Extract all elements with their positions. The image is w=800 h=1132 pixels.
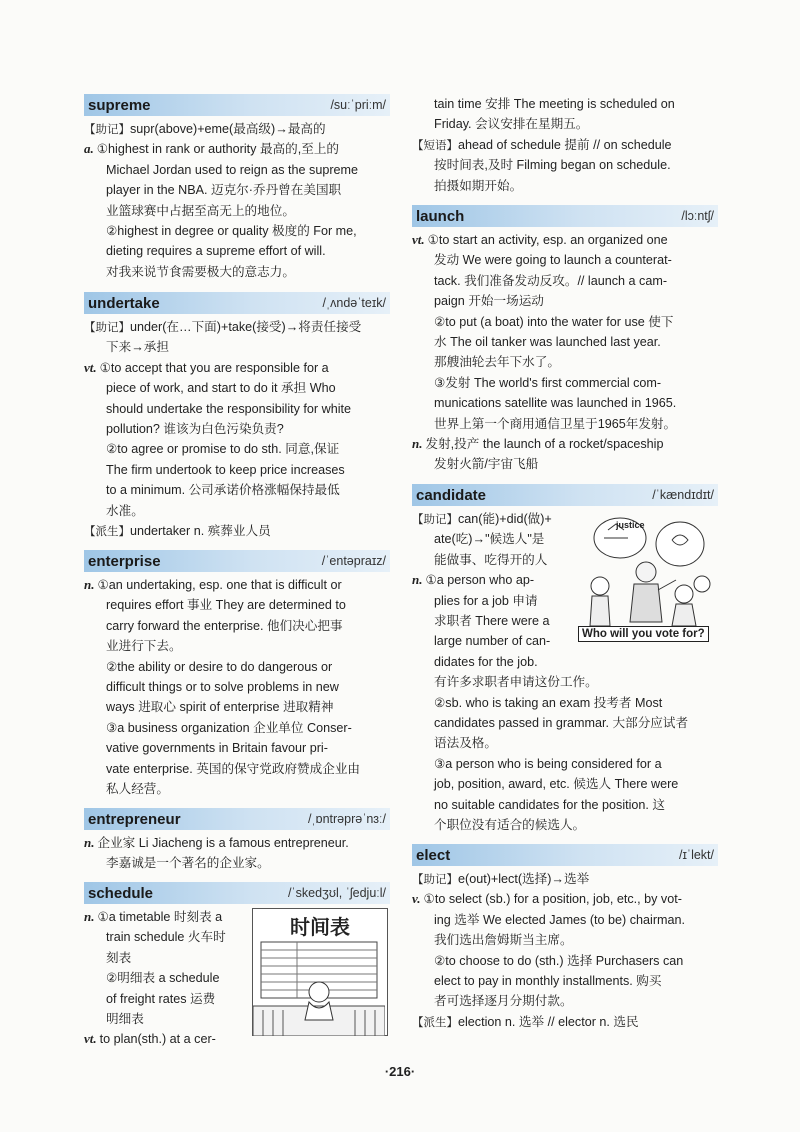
entry-line <box>412 652 718 672</box>
entry-line <box>84 480 390 500</box>
line-text: 者可选择逐月分期付款。 <box>434 994 573 1009</box>
line-text: 语法及格。 <box>434 736 497 751</box>
line-text: supr(above)+eme(最高级)→最高的 <box>130 122 326 136</box>
entry-line <box>84 221 390 241</box>
entry-body <box>84 317 390 541</box>
entry-line <box>84 317 390 337</box>
entry-line <box>84 460 390 480</box>
entry-line <box>84 657 390 677</box>
line-text: should undertake the responsibility for white <box>106 401 352 416</box>
entry-line <box>84 119 390 139</box>
section-tag: 【派生】 <box>84 524 130 539</box>
line-text: plies for a job 申请 <box>434 593 538 608</box>
entry-body <box>84 833 390 874</box>
line-text: 拍摄如期开始。 <box>434 178 523 193</box>
headword-bar <box>412 205 718 227</box>
entry-supreme <box>84 94 390 282</box>
line-text: ahead of schedule 提前 // on schedule <box>458 137 672 152</box>
line-text: 对我来说节食需要极大的意志力。 <box>106 264 295 279</box>
line-text: train schedule 火车时 <box>106 930 226 945</box>
line-text: 世界上第一个商用通信卫星于1965年发射。 <box>434 416 677 431</box>
line-text: ②sb. who is taking an exam 投考者 Most <box>434 695 663 710</box>
line-text: The firm undertook to keep price increases <box>106 462 345 477</box>
headword-bar <box>84 94 390 116</box>
headword: enterprise <box>88 552 161 570</box>
entry-line <box>84 718 390 738</box>
headword: candidate <box>416 486 487 504</box>
pronunciation: /suːˈpriːm/ <box>330 98 386 112</box>
pronunciation: /ˌʌndəˈteɪk/ <box>322 296 386 310</box>
line-text: 我们选出詹姆斯当主席。 <box>434 933 573 948</box>
entry-body <box>412 869 718 1032</box>
entry-line <box>84 337 390 357</box>
line-text: elect to pay in monthly installments. 购买 <box>434 974 662 989</box>
headword-bar <box>84 550 390 572</box>
entry-line <box>84 833 390 853</box>
line-text: ①to accept that you are responsible for a <box>99 360 329 375</box>
entry-line <box>412 230 718 250</box>
line-text: ing 选举 We elected James (to be) chairman. <box>434 912 686 927</box>
part-of-speech: vt. <box>84 359 97 375</box>
line-text: can(能)+did(做)+ <box>458 512 552 526</box>
entry-line <box>84 853 390 873</box>
entry-line <box>84 738 390 758</box>
entry-line <box>84 378 390 398</box>
entry-line <box>84 697 390 717</box>
section-tag: 【助记】 <box>412 512 458 526</box>
line-text: 个职位没有适合的候选人。 <box>434 818 586 833</box>
entry-line <box>412 414 718 434</box>
line-text: tain time 安排 The meeting is scheduled on <box>434 97 675 111</box>
line-text: undertaker n. 殡葬业人员 <box>130 524 271 539</box>
entry-line <box>84 241 390 261</box>
line-text: 水准。 <box>106 503 144 518</box>
line-text: 水 The oil tanker was launched last year. <box>434 335 661 350</box>
entry-line <box>412 910 718 930</box>
entry-line <box>84 419 390 439</box>
line-text: no suitable candidates for the position. 这 <box>434 797 666 812</box>
line-text: 发射,投产 the launch of a rocket/spaceship <box>425 437 664 452</box>
headword-bar <box>412 484 718 506</box>
line-text: 明细表 <box>106 1012 144 1027</box>
entry-line <box>412 991 718 1011</box>
line-text: ways 进取心 spirit of enterprise 进取精神 <box>106 700 334 715</box>
headword: supreme <box>88 96 151 114</box>
section-tag: 【助记】 <box>412 872 458 886</box>
line-text: vative governments in Britain favour pri- <box>106 741 328 756</box>
pronunciation: /ˌɒntrəprəˈnɜː/ <box>308 812 386 826</box>
line-text: ①to start an activity, esp. an organized one <box>427 233 668 247</box>
line-text: to plan(sth.) at a cer- <box>99 1032 216 1047</box>
pronunciation: /ˈkændɪdɪt/ <box>652 488 714 502</box>
line-text: 下来→承担 <box>106 340 169 355</box>
line-text: 求职者 There were a <box>434 614 550 629</box>
entry-enterprise <box>84 550 390 799</box>
line-text: ①an undertaking, esp. one that is difficult or <box>97 578 342 592</box>
entry-line <box>84 160 390 180</box>
timetable-illustration <box>252 908 388 1036</box>
line-text: 业进行下去。 <box>106 639 182 654</box>
line-text: ②明细表 a schedule <box>106 971 220 986</box>
line-text: ②the ability or desire to do dangerous or <box>106 659 333 674</box>
entry-body <box>412 94 718 196</box>
entry-line <box>84 616 390 636</box>
entry-line <box>84 521 390 541</box>
entry-body <box>84 575 390 799</box>
entry-line <box>412 869 718 889</box>
entry-candidate <box>412 484 718 836</box>
entry-line <box>412 393 718 413</box>
entry-line <box>412 951 718 971</box>
pronunciation: /lɔːntʃ/ <box>681 209 714 223</box>
line-text: 李嘉诚是一个著名的企业家。 <box>106 856 270 871</box>
pronunciation: /ˈentəpraɪz/ <box>321 554 386 568</box>
line-text: 刻表 <box>106 950 132 965</box>
line-text: ①a timetable 时刻表 a <box>97 910 223 924</box>
line-text: ①to select (sb.) for a position, job, etc., by vot- <box>423 892 682 907</box>
part-of-speech: n. <box>412 572 423 588</box>
line-text: 发动 We were going to launch a counterat- <box>434 253 672 268</box>
entry-line <box>84 595 390 615</box>
entry-line <box>412 176 718 196</box>
entry-line <box>412 672 718 692</box>
entry-line <box>84 399 390 419</box>
entry-line <box>412 1012 718 1032</box>
entry-elect <box>412 844 718 1032</box>
headword: elect <box>416 846 451 864</box>
entry-line <box>412 155 718 175</box>
line-text: 业篮球赛中占据至高无上的地位。 <box>106 203 295 218</box>
part-of-speech: n. <box>412 436 423 452</box>
entry-line <box>412 733 718 753</box>
line-text: of freight rates 运费 <box>106 991 216 1006</box>
part-of-speech: vt. <box>84 1031 97 1047</box>
section-tag: 【派生】 <box>412 1014 458 1029</box>
line-text: ②to put (a boat) into the water for use 使下 <box>434 314 674 329</box>
headword: undertake <box>88 294 160 312</box>
illustration-caption: Who will you vote for? <box>578 626 709 642</box>
headword: entrepreneur <box>88 810 181 828</box>
entry-line <box>84 201 390 221</box>
justice-sign: justice <box>616 520 645 530</box>
headword-bar <box>84 808 390 830</box>
entry-line <box>412 114 718 134</box>
line-text: ③a person who is being considered for a <box>434 756 662 771</box>
entry-line <box>412 373 718 393</box>
illustration-title: 时间表 <box>290 915 350 939</box>
headword-bar <box>412 844 718 866</box>
entry-line <box>412 930 718 950</box>
line-text: 有许多求职者申请这份工作。 <box>434 675 598 690</box>
entry-line <box>412 271 718 291</box>
part-of-speech: n. <box>84 577 95 592</box>
entry-launch <box>412 205 718 475</box>
line-text: difficult things or to solve problems in new <box>106 680 339 695</box>
headword-bar <box>84 292 390 314</box>
entry-line <box>84 439 390 459</box>
line-text: 能做事、吃得开的人 <box>434 552 548 567</box>
entry-undertake <box>84 292 390 541</box>
line-text: ③发射 The world's first commercial com- <box>434 375 662 390</box>
line-text: election n. 选举 // elector n. 选民 <box>458 1014 639 1029</box>
line-text: tack. 我们准备发动反攻。// launch a cam- <box>434 273 668 288</box>
line-text: paign 开始一场运动 <box>434 294 544 309</box>
line-text: 那艘油轮去年下水了。 <box>434 355 560 370</box>
line-text: ③a business organization 企业单位 Conser- <box>106 720 352 735</box>
part-of-speech: a. <box>84 141 94 157</box>
entry-line <box>84 180 390 200</box>
section-tag: 【短语】 <box>412 137 458 152</box>
line-text: ②to agree or promise to do sth. 同意,保证 <box>106 442 340 457</box>
entry-schedule-continued <box>412 94 718 196</box>
entry-line <box>412 774 718 794</box>
pronunciation: /ˈskedʒʊl, ˈʃedjuːl/ <box>288 886 386 900</box>
entry-line <box>84 636 390 656</box>
line-text: ①highest in rank or authority 最高的,至上的 <box>96 142 340 157</box>
part-of-speech: vt. <box>412 232 425 247</box>
line-text: 企业家 Li Jiacheng is a famous entrepreneur. <box>97 836 349 850</box>
line-text: vate enterprise. 英国的保守党政府赞成企业由 <box>106 761 361 776</box>
line-text: job, position, award, etc. 候选人 There were <box>434 777 679 792</box>
entry-line <box>412 713 718 733</box>
line-text: to a minimum. 公司承诺价格涨幅保持最低 <box>106 483 340 498</box>
entry-schedule <box>84 882 390 1050</box>
line-text: ②highest in degree or quality 极度的 For me, <box>106 224 357 239</box>
entry-line <box>412 889 718 909</box>
entry-line <box>412 454 718 474</box>
entry-line <box>412 815 718 835</box>
entry-line <box>84 501 390 521</box>
line-text: pollution? 谁该为白色污染负责? <box>106 422 284 437</box>
entry-line <box>84 139 390 159</box>
entry-line <box>412 971 718 991</box>
entry-line <box>412 795 718 815</box>
entry-line <box>84 779 390 799</box>
entry-entrepreneur <box>84 808 390 874</box>
candidate-illustration <box>580 510 716 650</box>
entry-line <box>84 358 390 378</box>
line-text: player in the NBA. 迈克尔·乔丹曾在美国职 <box>106 183 342 198</box>
line-text: 按时间表,及时 Filming began on schedule. <box>434 158 671 173</box>
entry-line <box>412 434 718 454</box>
entry-body <box>84 119 390 282</box>
entry-line <box>412 332 718 352</box>
pronunciation: /ɪˈlekt/ <box>678 848 714 862</box>
entry-line <box>84 759 390 779</box>
line-text: 私人经营。 <box>106 782 169 797</box>
entry-line <box>84 262 390 282</box>
line-text: piece of work, and start to do it 承担 Who <box>106 381 336 396</box>
section-tag: 【助记】 <box>84 320 130 334</box>
entry-line <box>412 754 718 774</box>
line-text: e(out)+lect(选择)→选举 <box>458 872 590 886</box>
entry-body <box>412 230 718 475</box>
line-text: candidates passed in grammar. 大部分应试者 <box>434 716 689 731</box>
entry-line <box>412 94 718 114</box>
entry-line <box>412 693 718 713</box>
timetable-drawing <box>253 940 385 1036</box>
entry-line <box>412 250 718 270</box>
line-text: munications satellite was launched in 1965. <box>434 396 677 411</box>
headword: launch <box>416 207 465 225</box>
entry-line <box>84 575 390 595</box>
line-text: 发射火箭/宇宙飞船 <box>434 457 539 472</box>
entry-line <box>412 135 718 155</box>
candidate-drawing <box>580 510 716 628</box>
section-tag: 【助记】 <box>84 122 130 136</box>
line-text: Michael Jordan used to reign as the supreme <box>106 162 359 177</box>
line-text: ate(吃)→"候选人"是 <box>434 532 545 547</box>
headword: schedule <box>88 884 154 902</box>
entry-line <box>84 677 390 697</box>
line-text: ①a person who ap- <box>425 573 535 588</box>
line-text: under(在…下面)+take(接受)→将责任接受 <box>130 320 362 334</box>
part-of-speech: v. <box>412 891 421 907</box>
line-text: didates for the job. <box>434 654 538 669</box>
line-text: requires effort 事业 They are determined to <box>106 598 346 613</box>
line-text: ②to choose to do (sth.) 选择 Purchasers can <box>434 953 684 968</box>
entry-line <box>412 291 718 311</box>
line-text: carry forward the enterprise. 他们决心把事 <box>106 618 343 633</box>
headword-bar <box>84 882 390 904</box>
page-number: ·216· <box>384 1064 416 1079</box>
line-text: large number of can- <box>434 634 551 649</box>
entry-line <box>412 352 718 372</box>
line-text: dieting requires a supreme effort of will. <box>106 244 326 259</box>
part-of-speech: n. <box>84 835 95 850</box>
line-text: Friday. 会议安排在星期五。 <box>434 117 589 132</box>
part-of-speech: n. <box>84 909 95 924</box>
entry-line <box>412 312 718 332</box>
